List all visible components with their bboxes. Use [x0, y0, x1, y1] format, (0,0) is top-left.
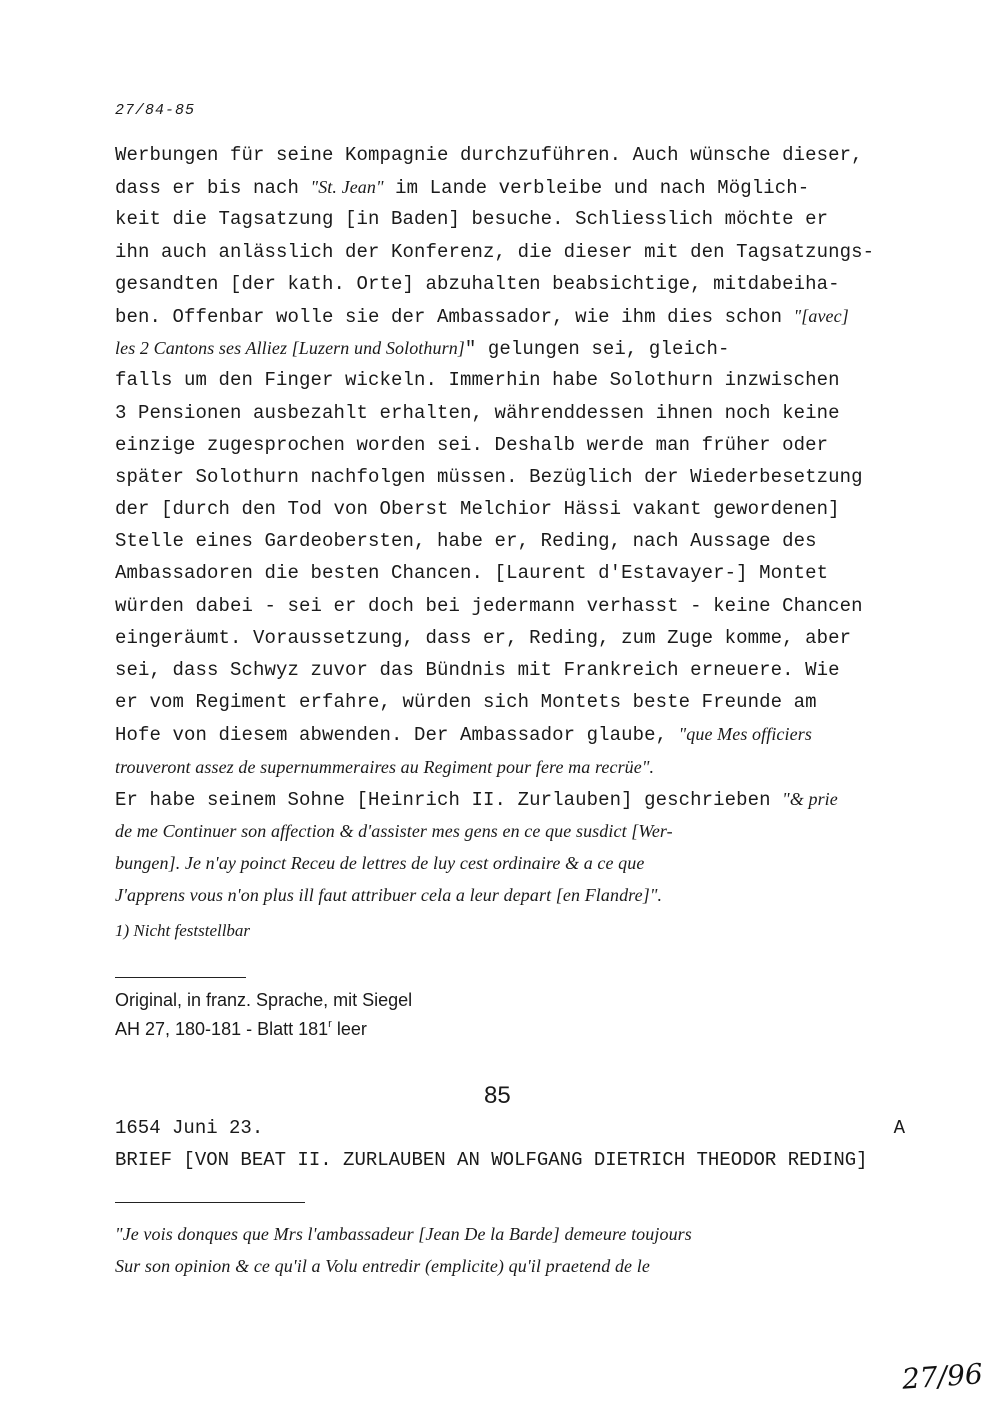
- text-segment: er vom Regiment erfahre, würden sich Montets beste Freunde am: [115, 691, 817, 714]
- body-line: [115, 686, 915, 718]
- body-line: [115, 203, 915, 235]
- text-segment: Ambassadoren die besten Chancen. [Laurent d'Estavayer-] Montet: [115, 562, 829, 585]
- text-segment: 3 Pensionen ausbezahlt erhalten, währenddessen ihnen noch keine: [115, 401, 840, 424]
- quote-line: Sur son opinion & ce qu'il a Volu entredir (emplicite) qu'il praetend de le: [115, 1256, 650, 1276]
- title-divider: [115, 1202, 305, 1203]
- body-line: [115, 236, 915, 268]
- body-line: [115, 590, 915, 622]
- source-note: [115, 988, 412, 1041]
- quoted-segment: trouveront assez de supernummeraires au Regiment pour fere ma recrüe".: [115, 756, 655, 777]
- text-segment: Stelle eines Gardeobersten, habe er, Reding, nach Aussage des: [115, 530, 817, 553]
- body-line: [115, 493, 915, 525]
- source-line-2-text: AH 27, 180-181 - Blatt 181: [115, 1019, 329, 1039]
- handwritten-page-mark: 27/96: [900, 1357, 984, 1396]
- body-line: [115, 718, 915, 750]
- text-segment: eingeräumt. Voraussetzung, dass er, Reding, zum Zuge komme, aber: [115, 626, 852, 649]
- body-line: [115, 557, 915, 589]
- text-segment: keit die Tagsatzung [in Baden] besuche. Schliesslich möchte er: [115, 208, 829, 231]
- quoted-segment: J'apprens vous n'on plus ill faut attribuer cela a leur depart [en Flandre]".: [115, 885, 663, 906]
- body-line: [115, 815, 915, 847]
- quoted-segment: "& prie: [782, 788, 838, 809]
- quote-text: [115, 1218, 915, 1282]
- body-line: [115, 397, 915, 429]
- body-line: [115, 139, 915, 171]
- body-line: [115, 654, 915, 686]
- text-segment: Hofe von diesem abwenden. Der Ambassador glaube,: [115, 724, 679, 747]
- text-segment: später Solothurn nachfolgen müssen. Bezüglich der Wiederbesetzung: [115, 465, 863, 488]
- body-line: [115, 525, 915, 557]
- text-segment: falls um den Finger wickeln. Immerhin habe Solothurn inzwischen: [115, 369, 840, 392]
- quote-line: "Je vois donques que Mrs l'ambassadeur [Jean De la Barde] demeure toujours: [115, 1224, 692, 1244]
- body-line: [115, 879, 915, 911]
- body-line: [115, 300, 915, 332]
- text-segment: einzige zugesprochen worden sei. Deshalb werde man früher oder: [115, 433, 829, 456]
- text-segment: Werbungen für seine Kompagnie durchzuführen. Auch wünsche dieser,: [115, 144, 863, 166]
- body-line: [115, 622, 915, 654]
- body-line: [115, 171, 915, 203]
- quoted-segment: de me Continuer son affection & d'assister mes gens en ce que susdict [Wer-: [115, 820, 673, 841]
- text-segment: sei, dass Schwyz zuvor das Bündnis mit Frankreich erneuere. Wie: [115, 659, 840, 681]
- header-code: 27/84-85: [115, 102, 196, 119]
- document-title: BRIEF [VON BEAT II. ZURLAUBEN AN WOLFGANG DIETRICH THEODOR REDING]: [115, 1149, 868, 1171]
- text-segment: würden dabei - sei er doch bei jedermann verhasst - keine Chancen: [115, 594, 863, 617]
- source-line-2-end: leer: [331, 1019, 367, 1039]
- body-line: [115, 783, 915, 815]
- text-segment: gesandten [der kath. Orte] abzuhalten beabsichtige, mitdabeiha-: [115, 272, 840, 295]
- quoted-segment: les 2 Cantons ses Alliez [Luzern und Solothurn]: [115, 338, 465, 359]
- text-segment: ben. Offenbar wolle sie der Ambassador, wie ihm dies schon: [115, 305, 794, 328]
- body-line: [115, 364, 915, 396]
- source-line-2: [115, 1012, 412, 1041]
- body-line: [115, 268, 915, 300]
- quoted-segment: "St. Jean": [310, 177, 384, 198]
- document-date-line: [115, 1114, 905, 1142]
- body-line: [115, 332, 915, 364]
- quoted-segment: bungen]. Je n'ay poinct Receu de lettres de luy cest ordinaire & a ce que: [115, 853, 645, 874]
- text-segment: Er habe seinem Sohne [Heinrich II. Zurlauben] geschrieben: [115, 788, 783, 811]
- text-segment: im Lande verbleibe und nach Möglich-: [383, 177, 810, 200]
- text-segment: dass er bis nach: [115, 177, 311, 200]
- text-segment: ihn auch anlässlich der Konferenz, die dieser mit den Tagsatzungs-: [115, 240, 875, 263]
- body-line: [115, 429, 915, 461]
- source-line-2-sup: r: [328, 1018, 332, 1030]
- source-divider: [115, 977, 246, 978]
- document-date: 1654 Juni 23.: [115, 1117, 264, 1139]
- text-segment: der [durch den Tod von Oberst Melchior Hässi vakant gewordenen]: [115, 498, 840, 521]
- source-line-1: Original, in franz. Sprache, mit Siegel: [115, 990, 413, 1010]
- footnote: 1) Nicht feststellbar: [115, 921, 251, 940]
- quoted-segment: "que Mes officiers: [678, 724, 812, 745]
- text-segment: " gelungen sei, gleich-: [464, 338, 730, 361]
- body-line: [115, 847, 915, 879]
- document-letter: A: [893, 1117, 905, 1139]
- body-line: [115, 751, 915, 783]
- quoted-segment: "[avec]: [793, 305, 849, 326]
- document-number: 85: [484, 1082, 511, 1109]
- body-text: [115, 139, 915, 912]
- body-line: [115, 461, 915, 493]
